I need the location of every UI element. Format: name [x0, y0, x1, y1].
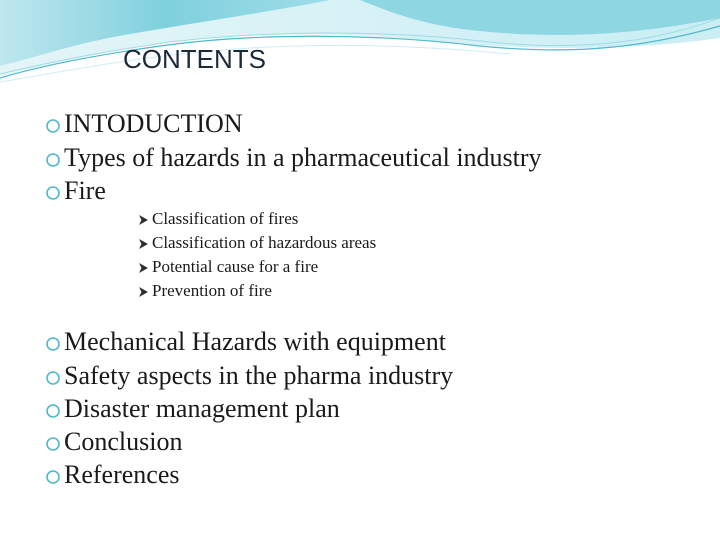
arrow-bullet-icon	[137, 286, 149, 298]
contents-item-mechanical-hazards	[42, 329, 446, 355]
contents-item-label: INTODUCTION	[64, 109, 243, 138]
contents-item-fire	[42, 178, 106, 204]
circle-bullet-icon	[42, 400, 64, 422]
contents-item-label: Fire	[64, 176, 106, 205]
contents-item-introduction	[42, 111, 243, 137]
contents-item-label: Conclusion	[64, 427, 183, 456]
contents-item-label: Types of hazards in a pharmaceutical industry	[64, 143, 542, 172]
circle-bullet-icon	[42, 149, 64, 171]
sub-item-label: Classification of fires	[152, 209, 299, 228]
contents-item-label: Safety aspects in the pharma industry	[64, 361, 454, 390]
sub-item-label: Prevention of fire	[152, 281, 272, 300]
contents-item-label: References	[64, 460, 180, 489]
contents-item-label: Mechanical Hazards with equipment	[64, 327, 446, 356]
header-wave-decoration	[0, 0, 720, 110]
sub-item-classification-of-hazardous-areas	[137, 234, 376, 251]
circle-bullet-icon	[42, 433, 64, 455]
sub-item-potential-cause	[137, 258, 318, 275]
sub-item-classification-of-fires	[137, 210, 298, 227]
contents-item-references	[42, 462, 179, 488]
contents-item-conclusion	[42, 429, 182, 455]
contents-item-disaster-management	[42, 396, 340, 422]
sub-item-prevention-of-fire	[137, 282, 272, 299]
slide-title: CONTENTS	[123, 44, 266, 74]
sub-item-label: Potential cause for a fire	[152, 257, 319, 276]
contents-item-label: Disaster management plan	[64, 394, 340, 423]
contents-item-types-of-hazards	[42, 145, 542, 171]
contents-item-safety-aspects	[42, 363, 453, 389]
arrow-bullet-icon	[137, 262, 149, 274]
circle-bullet-icon	[42, 333, 64, 355]
circle-bullet-icon	[42, 466, 64, 488]
arrow-bullet-icon	[137, 214, 149, 226]
circle-bullet-icon	[42, 182, 64, 204]
arrow-bullet-icon	[137, 238, 149, 250]
circle-bullet-icon	[42, 367, 64, 389]
sub-item-label: Classification of hazardous areas	[152, 233, 377, 252]
circle-bullet-icon	[42, 115, 64, 137]
